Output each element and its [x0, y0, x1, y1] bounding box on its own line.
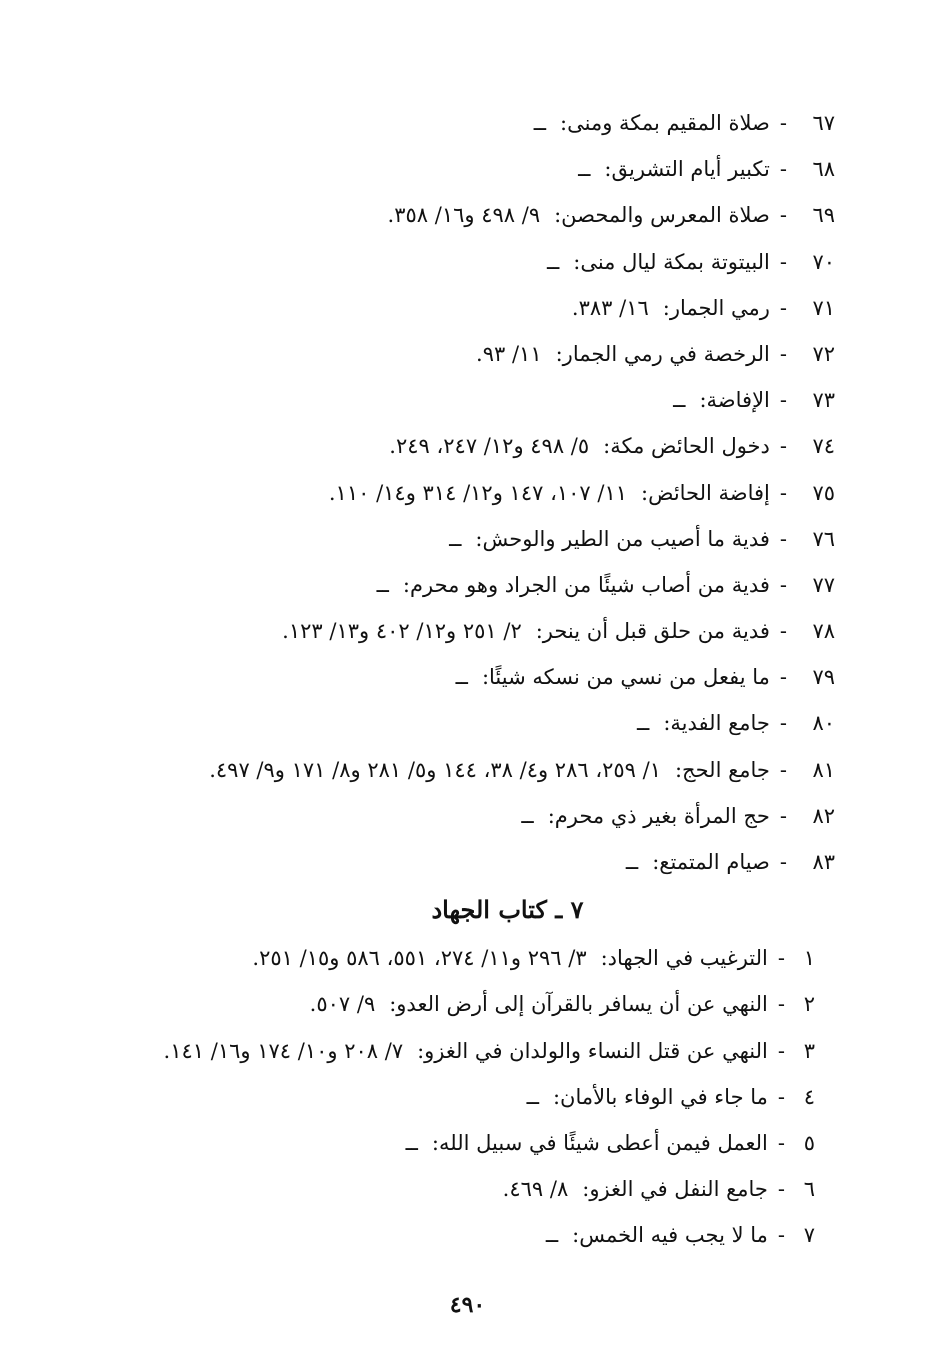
entry-number: ٧٣: [812, 388, 835, 413]
entry-number: ٨٢: [812, 803, 835, 828]
index-entry: ٧٧-فدية من أصاب شيئًا من الجراد وهو محرم:ــ: [60, 562, 835, 608]
entry-topic: فدية من أصاب شيئًا من الجراد وهو محرم:: [402, 572, 770, 597]
entry-refs: ــ: [455, 665, 468, 690]
entry-refs: ٨/ ٤٦٩.: [502, 1177, 569, 1202]
index-entry: ٧٠-البيتوتة بمكة ليال منى:ــ: [60, 239, 835, 285]
index-entry: ٤-ما جاء في الوفاء بالأمان:ــ: [60, 1074, 835, 1120]
entry-topic: جامع الحج:: [674, 757, 770, 782]
entry-topic: ما لا يجب فيه الخمس:: [572, 1223, 768, 1248]
index-entry: ٧-ما لا يجب فيه الخمس:ــ: [60, 1212, 835, 1258]
entry-number: ٦٧: [812, 111, 835, 135]
entry-topic: حج المرأة بغير ذي محرم:: [547, 803, 770, 828]
entry-topic: ما يفعل من نسي من نسكه شيئًا:: [481, 665, 770, 690]
entry-refs: ٩/ ٤٩٨ و١٦/ ٣٥٨.: [387, 203, 541, 228]
index-entry: ٧٦-فدية ما أصيب من الطير والوحش:ــ: [60, 516, 835, 562]
entry-topic: صلاة المعرس والمحصن:: [554, 203, 770, 228]
index-entry: ٦٧-صلاة المقيم بمكة ومنى:ــ: [60, 100, 835, 146]
index-entries: [60, 100, 835, 1259]
entry-refs: ــ: [533, 111, 547, 135]
entry-number: ٧٩: [812, 665, 835, 690]
entry-number: ١: [803, 946, 815, 971]
entry-refs: ١٦/ ٣٨٣.: [571, 295, 649, 320]
entry-number: ٧٨: [812, 619, 835, 644]
entry-refs: ٩/ ٥٠٧.: [309, 992, 376, 1017]
entry-number: ٢: [803, 992, 815, 1017]
entry-refs: ــ: [673, 388, 686, 413]
index-entry: ٧٤-دخول الحائض مكة:٥/ ٤٩٨ و١٢/ ٢٤٧، ٢٤٩.: [60, 423, 835, 469]
hajj-entries: [60, 100, 835, 885]
entry-topic: رمي الجمار:: [662, 295, 770, 320]
entry-refs: ــ: [546, 249, 560, 274]
index-entry: ٥-العمل فيمن أعطى شيئًا في سبيل الله:ــ: [60, 1120, 835, 1166]
entry-number: ٧٧: [812, 572, 835, 597]
entry-refs: ــ: [578, 157, 591, 182]
entry-number: ٨١: [812, 757, 835, 782]
entry-number: ٥: [803, 1130, 815, 1155]
entry-number: ٧٥: [812, 480, 835, 505]
entry-number: ٣: [803, 1038, 815, 1063]
jihad-entries: [60, 935, 835, 1258]
entry-number: ٦٨: [812, 157, 835, 182]
section-heading: ٧ ـ كتاب الجهاد: [431, 895, 584, 925]
entry-refs: ــ: [376, 572, 389, 597]
index-entry: ٧٥-إفاضة الحائض:١١/ ١٠٧، ١٤٧ و١٢/ ٣١٤ و١٤/ ١١٠.: [60, 470, 835, 516]
entry-topic: فدية ما أصيب من الطير والوحش:: [475, 526, 770, 551]
index-entry: ٨٢-حج المرأة بغير ذي محرم:ــ: [60, 793, 835, 839]
entry-topic: فدية من حلق قبل أن ينحر:: [535, 619, 770, 644]
entry-number: ٤: [803, 1084, 815, 1109]
entry-refs: ١١/ ١٠٧، ١٤٧ و١٢/ ٣١٤ و١٤/ ١١٠.: [328, 480, 628, 505]
entry-number: ٦٩: [812, 203, 835, 228]
index-entry: ٧١-رمي الجمار:١٦/ ٣٨٣.: [60, 285, 835, 331]
entry-refs: ١١/ ٩٣.: [476, 341, 542, 366]
entry-refs: ــ: [405, 1130, 418, 1155]
entry-refs: ــ: [526, 1084, 539, 1109]
index-entry: ١-الترغيب في الجهاد:٣/ ٢٩٦ و١١/ ٢٧٤، ٥٥١، ٥٨٦ و١٥/ ٢٥١.: [60, 935, 835, 981]
index-entry: ٦٩-صلاة المعرس والمحصن:٩/ ٤٩٨ و١٦/ ٣٥٨.: [60, 192, 835, 238]
index-entry: ٢-النهي عن أن يسافر بالقرآن إلى أرض العدو:٩/ ٥٠٧.: [60, 981, 835, 1027]
entry-refs: ــ: [637, 711, 650, 736]
entry-number: ٨٠: [812, 711, 835, 736]
entry-topic: الرخصة في رمي الجمار:: [555, 341, 770, 366]
entry-topic: جامع النفل في الغزو:: [582, 1177, 768, 1202]
entry-topic: ما جاء في الوفاء بالأمان:: [552, 1084, 768, 1109]
entry-number: ٧٠: [812, 249, 835, 274]
index-entry: ٧٨-فدية من حلق قبل أن ينحر:٢/ ٢٥١ و١٢/ ٤٠٢ و١٣/ ١٢٣.: [60, 608, 835, 654]
entry-refs: ــ: [545, 1223, 559, 1248]
index-entry: ٧٣-الإفاضة:ــ: [60, 377, 835, 423]
index-entry: ٧٢-الرخصة في رمي الجمار:١١/ ٩٣.: [60, 331, 835, 377]
entry-number: ٧٤: [812, 434, 835, 459]
entry-topic: الترغيب في الجهاد:: [600, 946, 768, 971]
entry-topic: النهي عن أن يسافر بالقرآن إلى أرض العدو:: [389, 992, 768, 1017]
entry-topic: إفاضة الحائض:: [641, 480, 770, 505]
index-entry: ٦٨-تكبير أيام التشريق:ــ: [60, 146, 835, 192]
index-entry: ٦-جامع النفل في الغزو:٨/ ٤٦٩.: [60, 1166, 835, 1212]
entry-number: ٧٢: [812, 341, 835, 366]
entry-topic: صيام المتمتع:: [652, 850, 770, 874]
entry-number: ٦: [803, 1177, 815, 1202]
entry-refs: ٣/ ٢٩٦ و١١/ ٢٧٤، ٥٥١، ٥٨٦ و١٥/ ٢٥١.: [252, 946, 587, 971]
entry-topic: العمل فيمن أعطى شيئًا في سبيل الله:: [431, 1130, 768, 1155]
entry-refs: ٧/ ٢٠٨ و١٠/ ١٧٤ و١٦/ ١٤١.: [163, 1038, 404, 1063]
entry-topic: دخول الحائض مكة:: [603, 434, 770, 459]
entry-topic: جامع الفدية:: [663, 711, 770, 736]
entry-refs: ٢/ ٢٥١ و١٢/ ٤٠٢ و١٣/ ١٢٣.: [282, 619, 522, 644]
index-entry: ٧٩-ما يفعل من نسي من نسكه شيئًا:ــ: [60, 654, 835, 700]
entry-number: ٧١: [812, 295, 835, 320]
entry-topic: النهي عن قتل النساء والولدان في الغزو:: [417, 1038, 768, 1063]
entry-number: ٧: [803, 1223, 815, 1248]
index-entry: ٨١-جامع الحج:١/ ٢٥٩، ٢٨٦ و٤/ ٣٨، ١٤٤ و٥/ ٢٨١ و٨/ ١٧١ و٩/ ٤٩٧.: [60, 747, 835, 793]
entry-number: ٨٣: [812, 850, 835, 874]
index-entry: ٣-النهي عن قتل النساء والولدان في الغزو:٧/ ٢٠٨ و١٠/ ١٧٤ و١٦/ ١٤١.: [60, 1028, 835, 1074]
entry-refs: ٥/ ٤٩٨ و١٢/ ٢٤٧، ٢٤٩.: [389, 434, 590, 459]
entry-number: ٧٦: [812, 526, 835, 551]
index-entry: ٨٣-صيام المتمتع:ــ: [60, 839, 835, 885]
page-number: ٤٩٠: [449, 1292, 486, 1318]
entry-refs: ١/ ٢٥٩، ٢٨٦ و٤/ ٣٨، ١٤٤ و٥/ ٢٨١ و٨/ ١٧١ و٩/ ٤٩٧.: [209, 757, 661, 782]
entry-refs: ــ: [625, 850, 639, 874]
entry-topic: الإفاضة:: [699, 388, 770, 413]
entry-topic: تكبير أيام التشريق:: [604, 157, 770, 182]
entry-refs: ــ: [449, 526, 462, 551]
entry-topic: البيتوتة بمكة ليال منى:: [573, 249, 770, 274]
entry-refs: ــ: [521, 803, 534, 828]
index-entry: ٨٠-جامع الفدية:ــ: [60, 700, 835, 746]
entry-topic: صلاة المقيم بمكة ومنى:: [560, 111, 770, 135]
